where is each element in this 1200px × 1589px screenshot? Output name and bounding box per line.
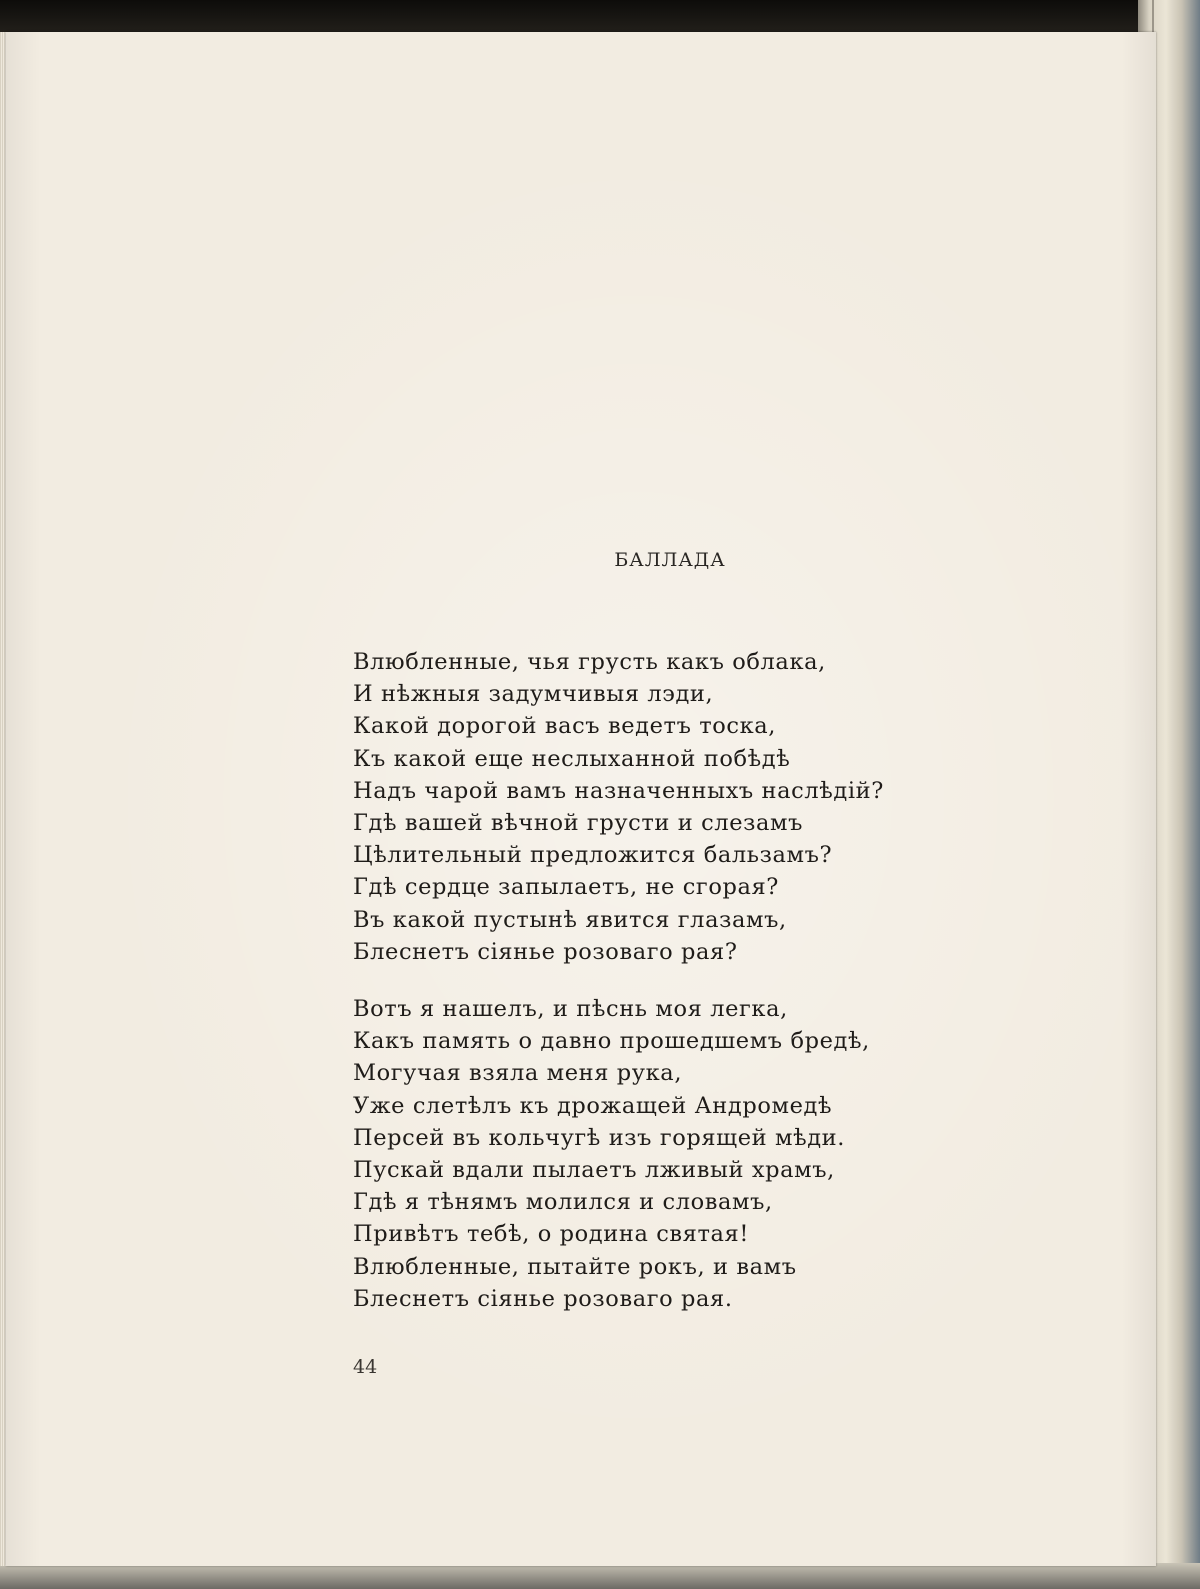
- verse-line: Вотъ я нашелъ, и пѣснь моя легка,: [353, 996, 788, 1022]
- verse-line: Надъ чарой вамъ назначенныхъ наслѣдій?: [353, 777, 884, 804]
- verse-line: Какой дорогой васъ ведетъ тоска,: [353, 713, 777, 740]
- verse-line: Къ какой еще неслыханной побѣдѣ: [353, 745, 791, 772]
- verse-line: Уже слетѣлъ къ дрожащей Андромедѣ: [353, 1092, 833, 1119]
- verse-line: Гдѣ вашей вѣчной грусти и слезамъ: [353, 810, 804, 837]
- verse-line: И нѣжныя задумчивыя лэди,: [353, 681, 714, 708]
- verse-line: Могучая взяла меня рука,: [353, 1060, 683, 1087]
- page-number: 44: [353, 1356, 378, 1378]
- verse-line: Персей въ кольчугѣ изъ горящей мѣди.: [353, 1124, 846, 1151]
- verse-line: Гдѣ я тѣнямъ молился и словамъ,: [353, 1189, 773, 1216]
- verse-line: Цѣлительный предложится бальзамъ?: [353, 842, 833, 869]
- verse-line: Пускай вдали пылаетъ лживый храмъ,: [353, 1157, 835, 1184]
- verse-line: Гдѣ сердце запылаетъ, не сгорая?: [353, 874, 779, 901]
- stanza-1: [353, 646, 884, 968]
- verse-line: Блеснетъ сіянье розоваго рая?: [353, 938, 738, 965]
- poem-title: БАЛЛАДА: [614, 549, 726, 571]
- stanza-2: [353, 993, 870, 1315]
- verse-line: Привѣтъ тебѣ, о родина святая!: [353, 1221, 749, 1248]
- verse-line: Влюбленные, пытайте рокъ, и вамъ: [353, 1253, 797, 1280]
- scanner-top-edge: [0, 0, 1200, 36]
- scanner-bottom-edge: [0, 1563, 1200, 1589]
- verse-line: Какъ память о давно прошедшемъ бредѣ,: [353, 1028, 870, 1055]
- verse-line: Влюбленные, чья грусть какъ облака,: [353, 649, 826, 675]
- verse-line: Въ какой пустынѣ явится глазамъ,: [353, 906, 787, 933]
- verse-line: Блеснетъ сіянье розоваго рая.: [353, 1285, 733, 1312]
